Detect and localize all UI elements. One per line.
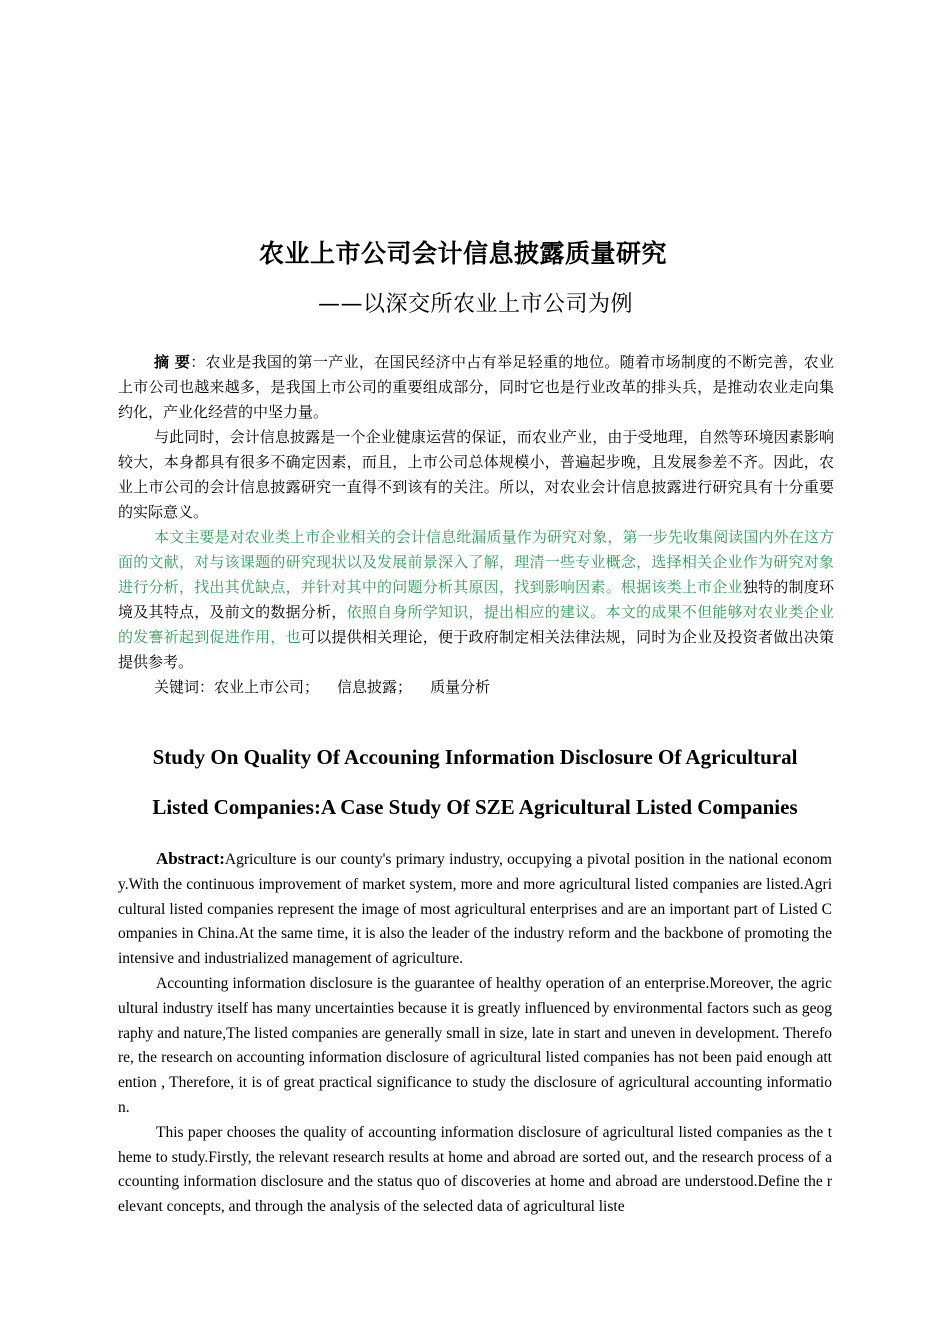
abstract-label-colon: ： (190, 353, 206, 371)
keywords-label: 关键词 (154, 678, 200, 696)
keyword-2: 信息披露； (337, 678, 413, 696)
chinese-abstract-paragraph-2: 与此同时，会计信息披露是一个企业健康运营的保证，而农业产业，由于受地理，自然等环境因素影响较大，本身都具有很多不确定因素，而且，上市公司总体规模小，普遍起步晚，且发展参差不齐。因此，农业上市公司的会计信息披露研究一直得不到该有的关注。所以，对农业会计信息披露进行研究具有十分重要的实际意义。 (118, 428, 834, 521)
chinese-abstract (118, 350, 834, 700)
english-title (118, 732, 832, 832)
chinese-subtitle: ——以深交所农业上市公司为例 (318, 292, 634, 317)
keywords-colon: ： (199, 678, 215, 696)
keywords-line (118, 675, 834, 700)
abstract-label: 摘 要 (154, 353, 191, 371)
keyword-1: 农业上市公司； (214, 678, 320, 696)
plain-text-2: 可以提供相关理论，便于政府制定相关法律法规，同时为企业及投资者做出决策提供参考。 (118, 628, 834, 671)
english-abstract-paragraph-2: Accounting information disclosure is the guarantee of healthy operation of an enterprise.Moreover, the agricultural industry itself has many uncertainties because it is greatly influenced by environmental factors such as geography and nature,The listed companies are generally small in size, late in start and uneven in development. Therefore, the research on accounting information disclosure of agricultural listed companies has not been paid enough attention , Therefore, it is of great practical significance to study the disclosure of agricultural accounting information. (118, 974, 832, 1116)
english-abstract-label: Abstract: (156, 849, 225, 868)
highlighted-text-2: 依照自身所学知识，提出相应的建议。本文的成果不但能够对农业类企业的发謇祈起到促进作用，也 (118, 603, 834, 646)
english-abstract (118, 847, 832, 1220)
english-title-line-1: Study On Quality Of Accouning Information Disclosure Of Agricultural (152, 745, 798, 769)
chinese-title: 农业上市公司会计信息披露质量研究 (258, 239, 667, 268)
highlighted-text-1: 本文主要是对农业类上市企业相关的会计信息纰漏质量作为研究对象，第一步先收集阅读国内外在这方面的文献，对与该课题的研究现状以及发展前景深入了解，理清一些专业概念，选择相关企业作为研究对象进行分析，找出其优缺点，并针对其中的问题分析其原因，找到影响因素。根据该类上市企业 (118, 528, 834, 596)
english-title-line-2: Listed Companies:A Case Study Of SZE Agricultural Listed Companies (152, 795, 798, 819)
english-abstract-paragraph-3: This paper chooses the quality of accounting information disclosure of agricultural listed companies as the theme to study.Firstly, the relevant research results at home and abroad are sorted out, and the research process of accounting information disclosure and the status quo of discoveries at home and abroad are understood.Define the relevant concepts, and through the analysis of the selected data of agricultural liste (118, 1123, 832, 1216)
chinese-abstract-paragraph-1 (118, 350, 834, 425)
keyword-3: 质量分析 (430, 678, 491, 696)
plain-text-1: 独特的制度环境及其特点，及前文的数据分析， (118, 578, 834, 621)
abstract-text-1: 农业是我国的第一产业，在国民经济中占有举足轻重的地位。随着市场制度的不断完善，农业上市公司也越来越多，是我国上市公司的重要组成部分，同时它也是行业改革的排头兵，是推动农业走向集约化，产业化经营的中坚力量。 (118, 353, 834, 421)
chinese-abstract-paragraph-3 (118, 525, 834, 675)
english-abstract-paragraph-1 (118, 847, 832, 972)
english-abstract-text-1: Agriculture is our county's primary industry, occupying a pivotal position in the national economy.With the continuous improvement of market system, more and more agricultural listed companies are listed.Agricultural listed companies represent the image of most agricultural enterprises and are an important part of Listed Companies in China.At the same time, it is also the leader of the industry reform and the backbone of promoting the intensive and industrialized management of agriculture. (118, 851, 832, 968)
